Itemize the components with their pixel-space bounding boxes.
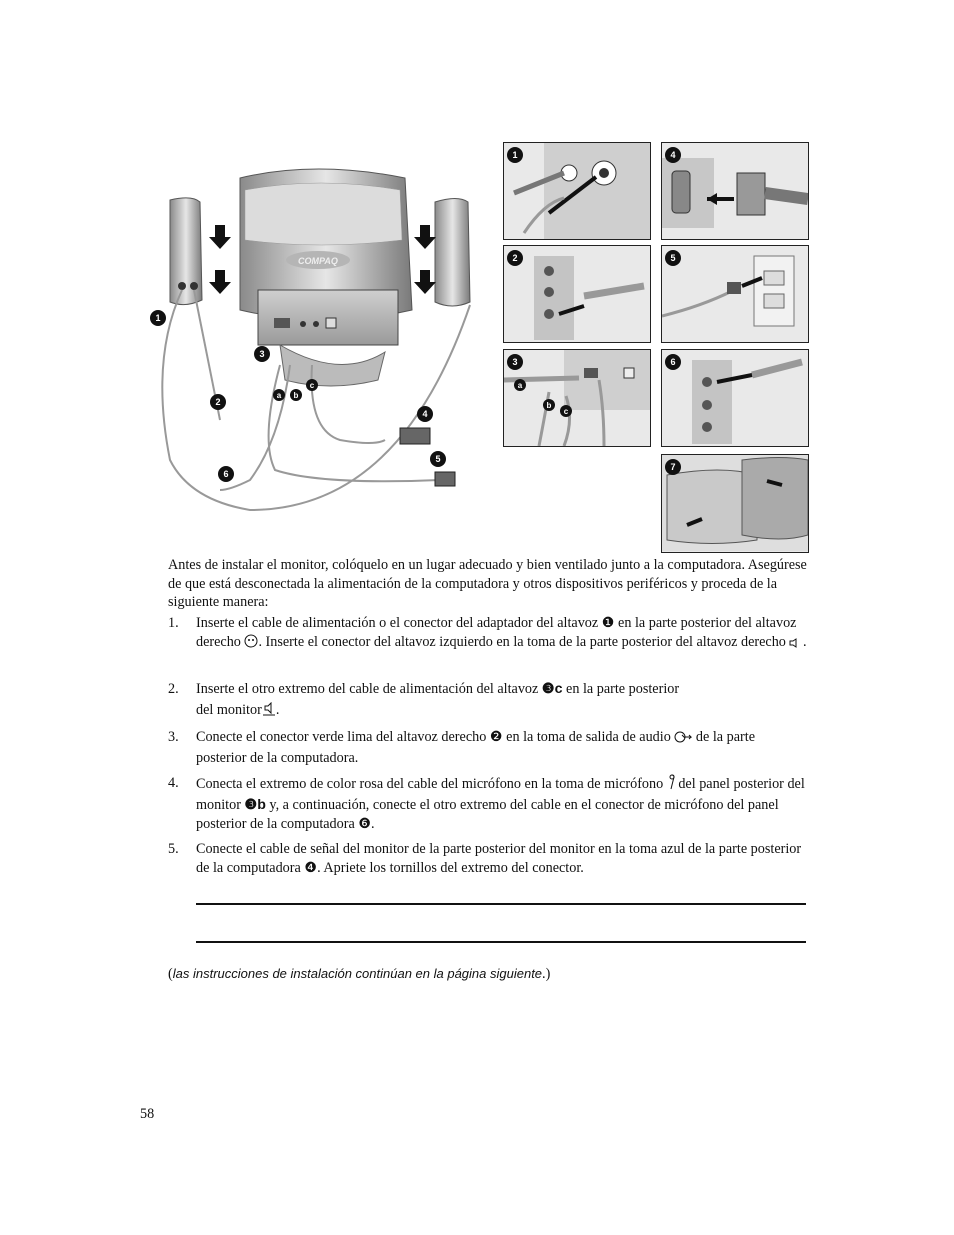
step-number: 4. [168, 775, 179, 791]
detail-panel-2 [503, 245, 651, 343]
panel-3-label: 3 [512, 357, 518, 367]
callout-4: 4 [422, 409, 428, 419]
speaker-icon [789, 635, 799, 654]
callout-c: c [309, 381, 315, 390]
detail-panel-3 [503, 349, 651, 447]
step-number: 1. [168, 615, 179, 631]
ref-callout: ❹ [304, 860, 318, 876]
panel-2-label: 2 [512, 253, 518, 263]
ref-callout: ❻ [358, 816, 372, 832]
step-3: 3. Conecte el conector verde lima del altavoz derecho ❷ en la toma de salida de audio de la parte posterior de la computadora. [168, 729, 755, 766]
brand-label: COMPAQ [298, 256, 338, 266]
step-number: 2. [168, 681, 179, 697]
note-rule-top [196, 903, 806, 905]
intro-paragraph: Antes de instalar el monitor, colóquelo en un lugar adecuado y bien ventilado junto a la computadora. Asegúrese de que está desconectada la alimentación de la computadora y otros dispositivos periféricos y proceda de la siguiente manera: [168, 557, 807, 610]
callout-1: 1 [155, 313, 161, 323]
callout-5: 5 [435, 454, 441, 464]
step-number: 3. [168, 729, 179, 745]
panel-7-label: 7 [670, 462, 676, 472]
panel-3-sub-b: b [546, 401, 552, 410]
detail-panel-6 [661, 349, 809, 447]
ref-callout: ❸b [244, 797, 266, 813]
panel-3-sub-c: c [563, 407, 569, 416]
microphone-icon [667, 774, 675, 796]
note-rule-bottom [196, 941, 806, 943]
step-4: 4. Conecta el extremo de color rosa del cable del micrófono en la toma de micrófono del panel posterior del monitor ❸b y, a continuación, conecte el otro extremo del cable en el conector de micrófono del panel posterior de la computadora ❻. [168, 775, 805, 832]
step-5: 5. Conecte el cable de señal del monitor de la parte posterior del monitor en la toma azul de la parte posterior de la computadora ❹. Apriete los tornillos del extremo del conector. [168, 841, 802, 876]
ref-callout: ❷ [489, 729, 503, 745]
panel-1-label: 1 [512, 150, 518, 160]
page-number: 58 [140, 1106, 155, 1122]
callout-a: a [276, 391, 282, 400]
panel-3-sub-a: a [517, 381, 523, 390]
detail-panel-7 [661, 454, 809, 553]
speaker-out-icon [262, 702, 276, 722]
step-2: 2. Inserte el otro extremo del cable de alimentación del altavoz ❸c en la parte posterior del monitor. [168, 680, 808, 722]
step-number: 5. [168, 841, 179, 857]
ref-callout: ❸c [541, 681, 563, 697]
detail-panel-1 [503, 142, 651, 240]
main-setup-illustration [140, 140, 495, 525]
continuation-note: (las instrucciones de instalación continúan en la página siguiente.) [168, 966, 551, 982]
callout-2: 2 [215, 397, 221, 407]
callout-3: 3 [259, 349, 265, 359]
ref-callout: ❶ [601, 615, 615, 631]
monitor-speaker-diagram [140, 140, 495, 525]
callout-6: 6 [223, 469, 229, 479]
audio-out-icon [674, 730, 692, 749]
step-1: 1. Inserte el cable de alimentación o el conector del adaptador del altavoz ❶ en la parte posterior del altavoz derecho . Inserte el conector del altavoz izquierdo en la toma de la parte posterior del altavoz derecho . [168, 614, 808, 654]
power-connector-icon [244, 634, 258, 654]
detail-panel-5 [661, 245, 809, 343]
panel-5-label: 5 [670, 253, 676, 263]
panel-6-label: 6 [670, 357, 676, 367]
panel-4-label: 4 [670, 150, 676, 160]
callout-b: b [293, 391, 299, 400]
detail-panel-4 [661, 142, 809, 240]
